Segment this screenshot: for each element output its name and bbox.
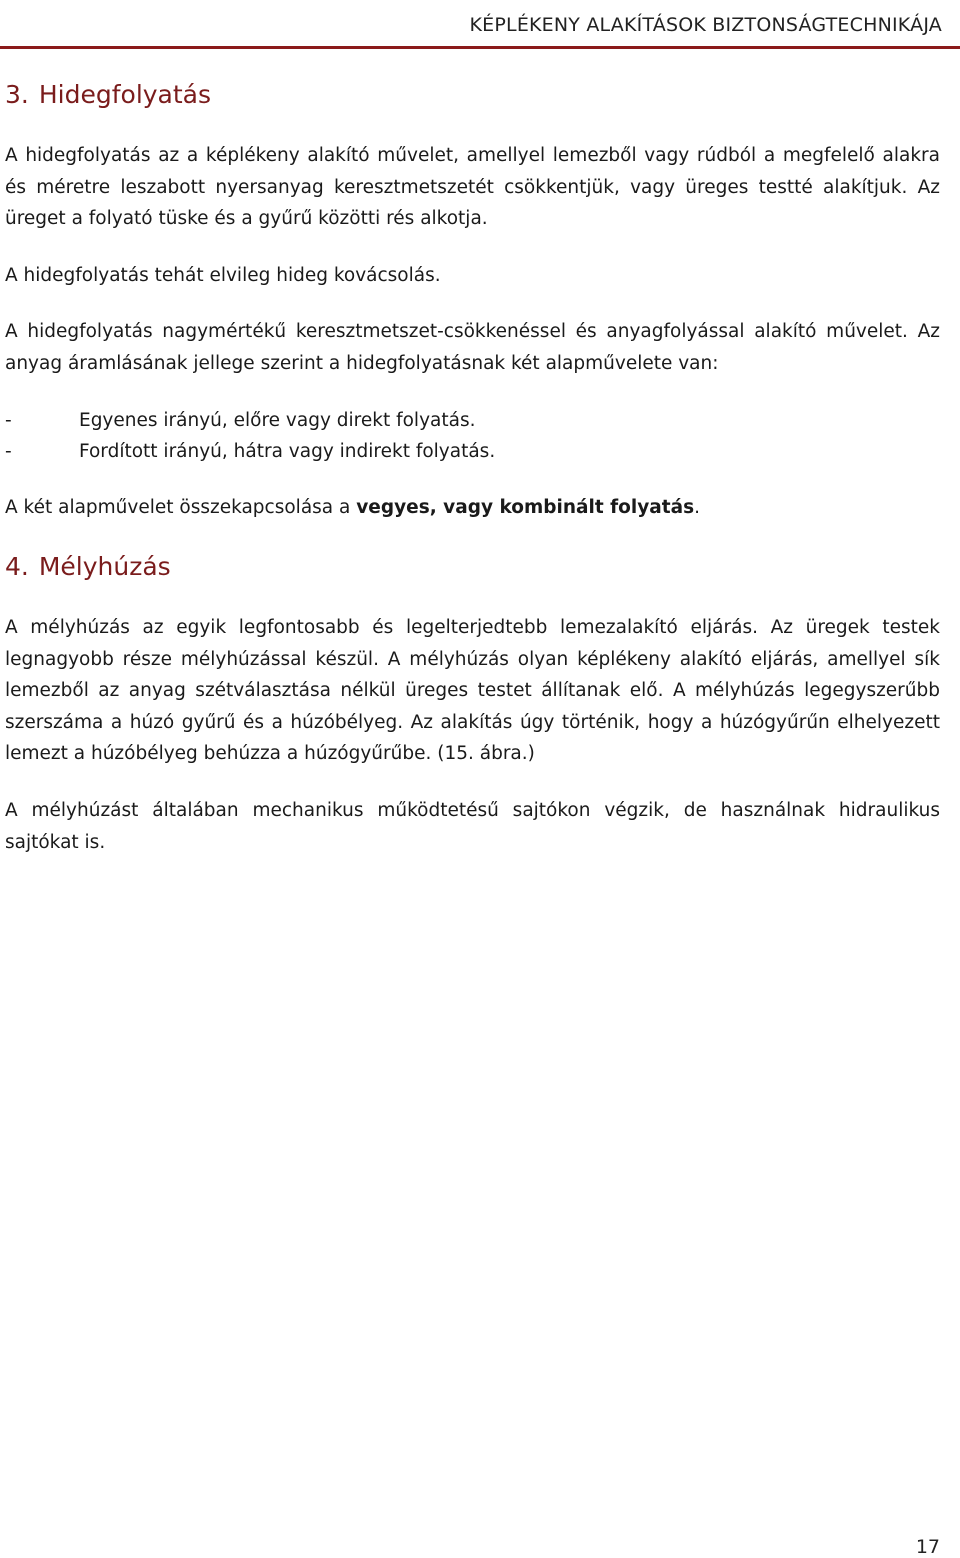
section-3-paragraph-1: A hidegfolyatás az a képlékeny alakító művelet, amellyel lemezből vagy rúdból a megfelelő alakra és méretre leszabott nyersanyag keresztmetszetét csökkentjük, vagy üreges testté alakítjuk. Az üreget a folyató tüske és a gyűrű közötti rés alkotja.: [5, 145, 940, 229]
section-3-paragraph-3: A hidegfolyatás nagymértékű keresztmetszet-csökkenéssel és anyagfolyással alakító művelet. Az anyag áramlásának jellege szerint a hidegfolyatásnak két alapművelete van:: [5, 321, 940, 374]
list-item: [5, 405, 475, 436]
section-4-title: Mélyhúzás: [38, 552, 171, 581]
page-number: 17: [915, 1536, 940, 1558]
list-marker: -: [5, 410, 12, 431]
list-item-text: Egyenes irányú, előre vagy direkt folyatás.: [79, 410, 476, 431]
section-4-number: 4.: [5, 552, 29, 581]
section-3-paragraph-2: A hidegfolyatás tehát elvileg hideg kovácsolás.: [5, 265, 441, 286]
page-header: [0, 0, 960, 48]
paragraph-4-suffix: .: [694, 497, 700, 518]
paragraph-4-prefix: A két alapművelet összekapcsolása a: [5, 497, 357, 518]
section-3-heading: [5, 80, 211, 109]
list-item-text: Fordított irányú, hátra vagy indirekt folyatás.: [79, 441, 496, 462]
section-3-paragraph-4: [5, 492, 940, 524]
list-marker: -: [5, 441, 12, 462]
header-rule: [0, 46, 960, 49]
running-header-title: KÉPLÉKENY ALAKÍTÁSOK BIZTONSÁGTECHNIKÁJA: [469, 14, 942, 36]
section-3-title: Hidegfolyatás: [38, 80, 212, 109]
list-item: [5, 436, 495, 467]
section-4-heading: [5, 552, 171, 581]
section-4-paragraph-2: A mélyhúzást általában mechanikus működtetésű sajtókon végzik, de használnak hidraulikus sajtókat is.: [5, 800, 940, 853]
section-3-number: 3.: [5, 80, 29, 109]
paragraph-4-bold-term: vegyes, vagy kombinált folyatás: [356, 497, 695, 518]
section-4-paragraph-1: A mélyhúzás az egyik legfontosabb és legelterjedtebb lemezalakító eljárás. Az üregek testek legnagyobb része mélyhúzással készül. A mélyhúzás olyan képlékeny alakító eljárás, amellyel sík lemezből az anyag szétválasztása nélkül üreges testet állítanak elő. A mélyhúzás legegyszerűbb szerszáma a húzó gyűrű és a húzóbélyeg. Az alakítás úgy történik, hogy a húzógyűrűn elhelyezett lemezt a húzóbélyeg behúzza a húzógyűrűbe. (15. ábra.): [5, 617, 940, 764]
